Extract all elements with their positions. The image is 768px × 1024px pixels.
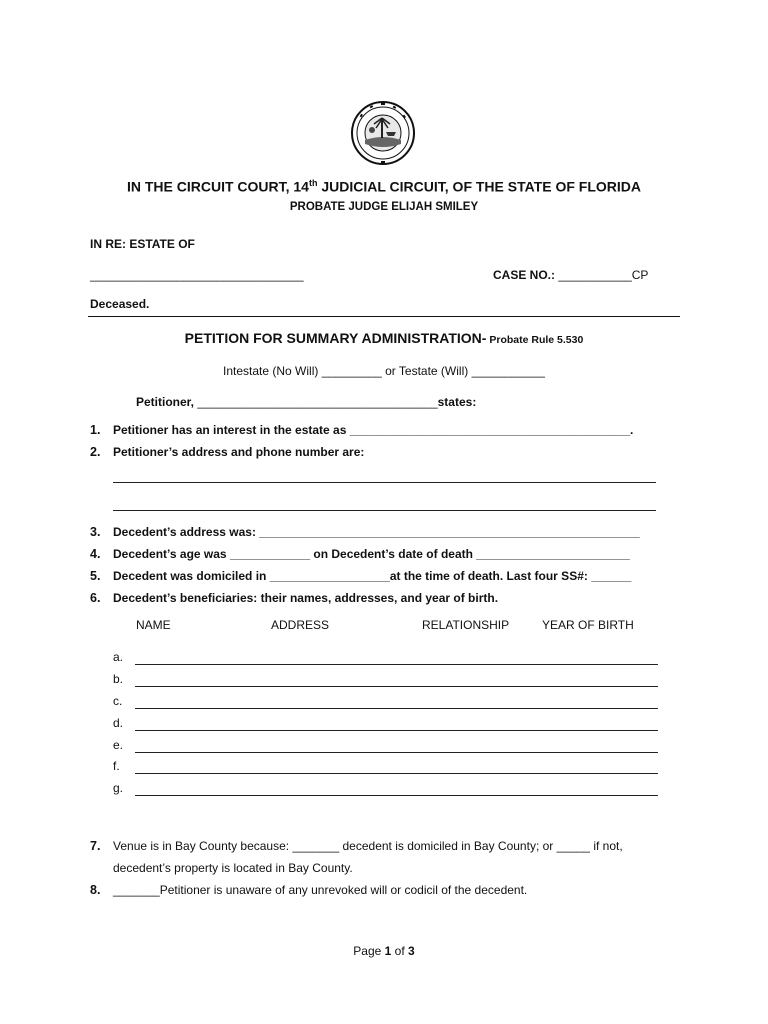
item-number: 1. [90,423,101,437]
will-unaware-field[interactable]: _______Petitioner is unaware of any unrevoked will or codicil of the decedent. [113,883,528,897]
column-header-year-of-birth: YEAR OF BIRTH [542,618,634,632]
florida-state-seal-icon [350,100,416,166]
estate-name-field[interactable]: ________________________________ [90,268,304,282]
row-letter: d. [113,716,124,730]
row-letter: g. [113,781,124,795]
item-number: 6. [90,591,101,605]
beneficiary-line[interactable] [135,686,658,687]
column-header-address: ADDRESS [271,618,330,632]
beneficiaries-label: Decedent’s beneficiaries: their names, addresses, and year of birth. [113,591,499,605]
column-header-relationship: RELATIONSHIP [422,618,510,632]
row-letter: b. [113,672,124,686]
item-number: 5. [90,569,101,583]
item-number: 8. [90,883,101,897]
in-re-label: IN RE: ESTATE OF [90,237,195,251]
column-header-name: NAME [136,618,171,632]
item-number: 2. [90,445,101,459]
decedent-age-field[interactable]: Decedent’s age was ____________ on Decedent’s date of death _______________________ [113,547,630,561]
beneficiary-line[interactable] [135,773,658,774]
row-letter: e. [113,738,124,752]
page-number: Page 1 of 3 [353,944,415,958]
item-number: 4. [90,547,101,561]
beneficiary-line[interactable] [135,752,658,753]
petitioner-field[interactable]: Petitioner, ____________________________________states: [136,395,477,409]
item-number: 7. [90,839,101,853]
interest-field[interactable]: Petitioner has an interest in the estate as __________________________________________. [113,423,634,437]
item-number: 3. [90,525,101,539]
deceased-label: Deceased. [90,297,150,311]
beneficiary-line[interactable] [135,708,658,709]
venue-field[interactable]: Venue is in Bay County because: _______ decedent is domiciled in Bay County; or _____ if not, [113,839,623,853]
header-divider [88,316,680,317]
venue-text-continued: decedent’s property is located in Bay County. [113,861,353,875]
beneficiary-line[interactable] [135,664,658,665]
petitioner-address-line-2[interactable] [113,510,656,511]
beneficiary-line[interactable] [135,795,658,796]
petitioner-address-label: Petitioner’s address and phone number are: [113,445,365,459]
beneficiary-line[interactable] [135,730,658,731]
case-number-field[interactable]: CASE NO.: ___________CP [493,268,649,282]
domicile-field[interactable]: Decedent was domiciled in __________________at the time of death. Last four SS#: ______ [113,569,632,583]
will-status-field[interactable]: Intestate (No Will) _________ or Testate (Will) ___________ [223,364,545,378]
decedent-address-field[interactable]: Decedent’s address was: _________________________________________________________ [113,525,640,539]
petition-title: PETITION FOR SUMMARY ADMINISTRATION- Probate Rule 5.530 [184,330,584,346]
court-title: IN THE CIRCUIT COURT, 14th JUDICIAL CIRCUIT, OF THE STATE OF FLORIDA [126,178,642,195]
row-letter: f. [113,759,120,773]
row-letter: a. [113,650,124,664]
judge-name: PROBATE JUDGE ELIJAH SMILEY [289,201,479,213]
petitioner-address-line-1[interactable] [113,482,656,483]
row-letter: c. [113,694,123,708]
